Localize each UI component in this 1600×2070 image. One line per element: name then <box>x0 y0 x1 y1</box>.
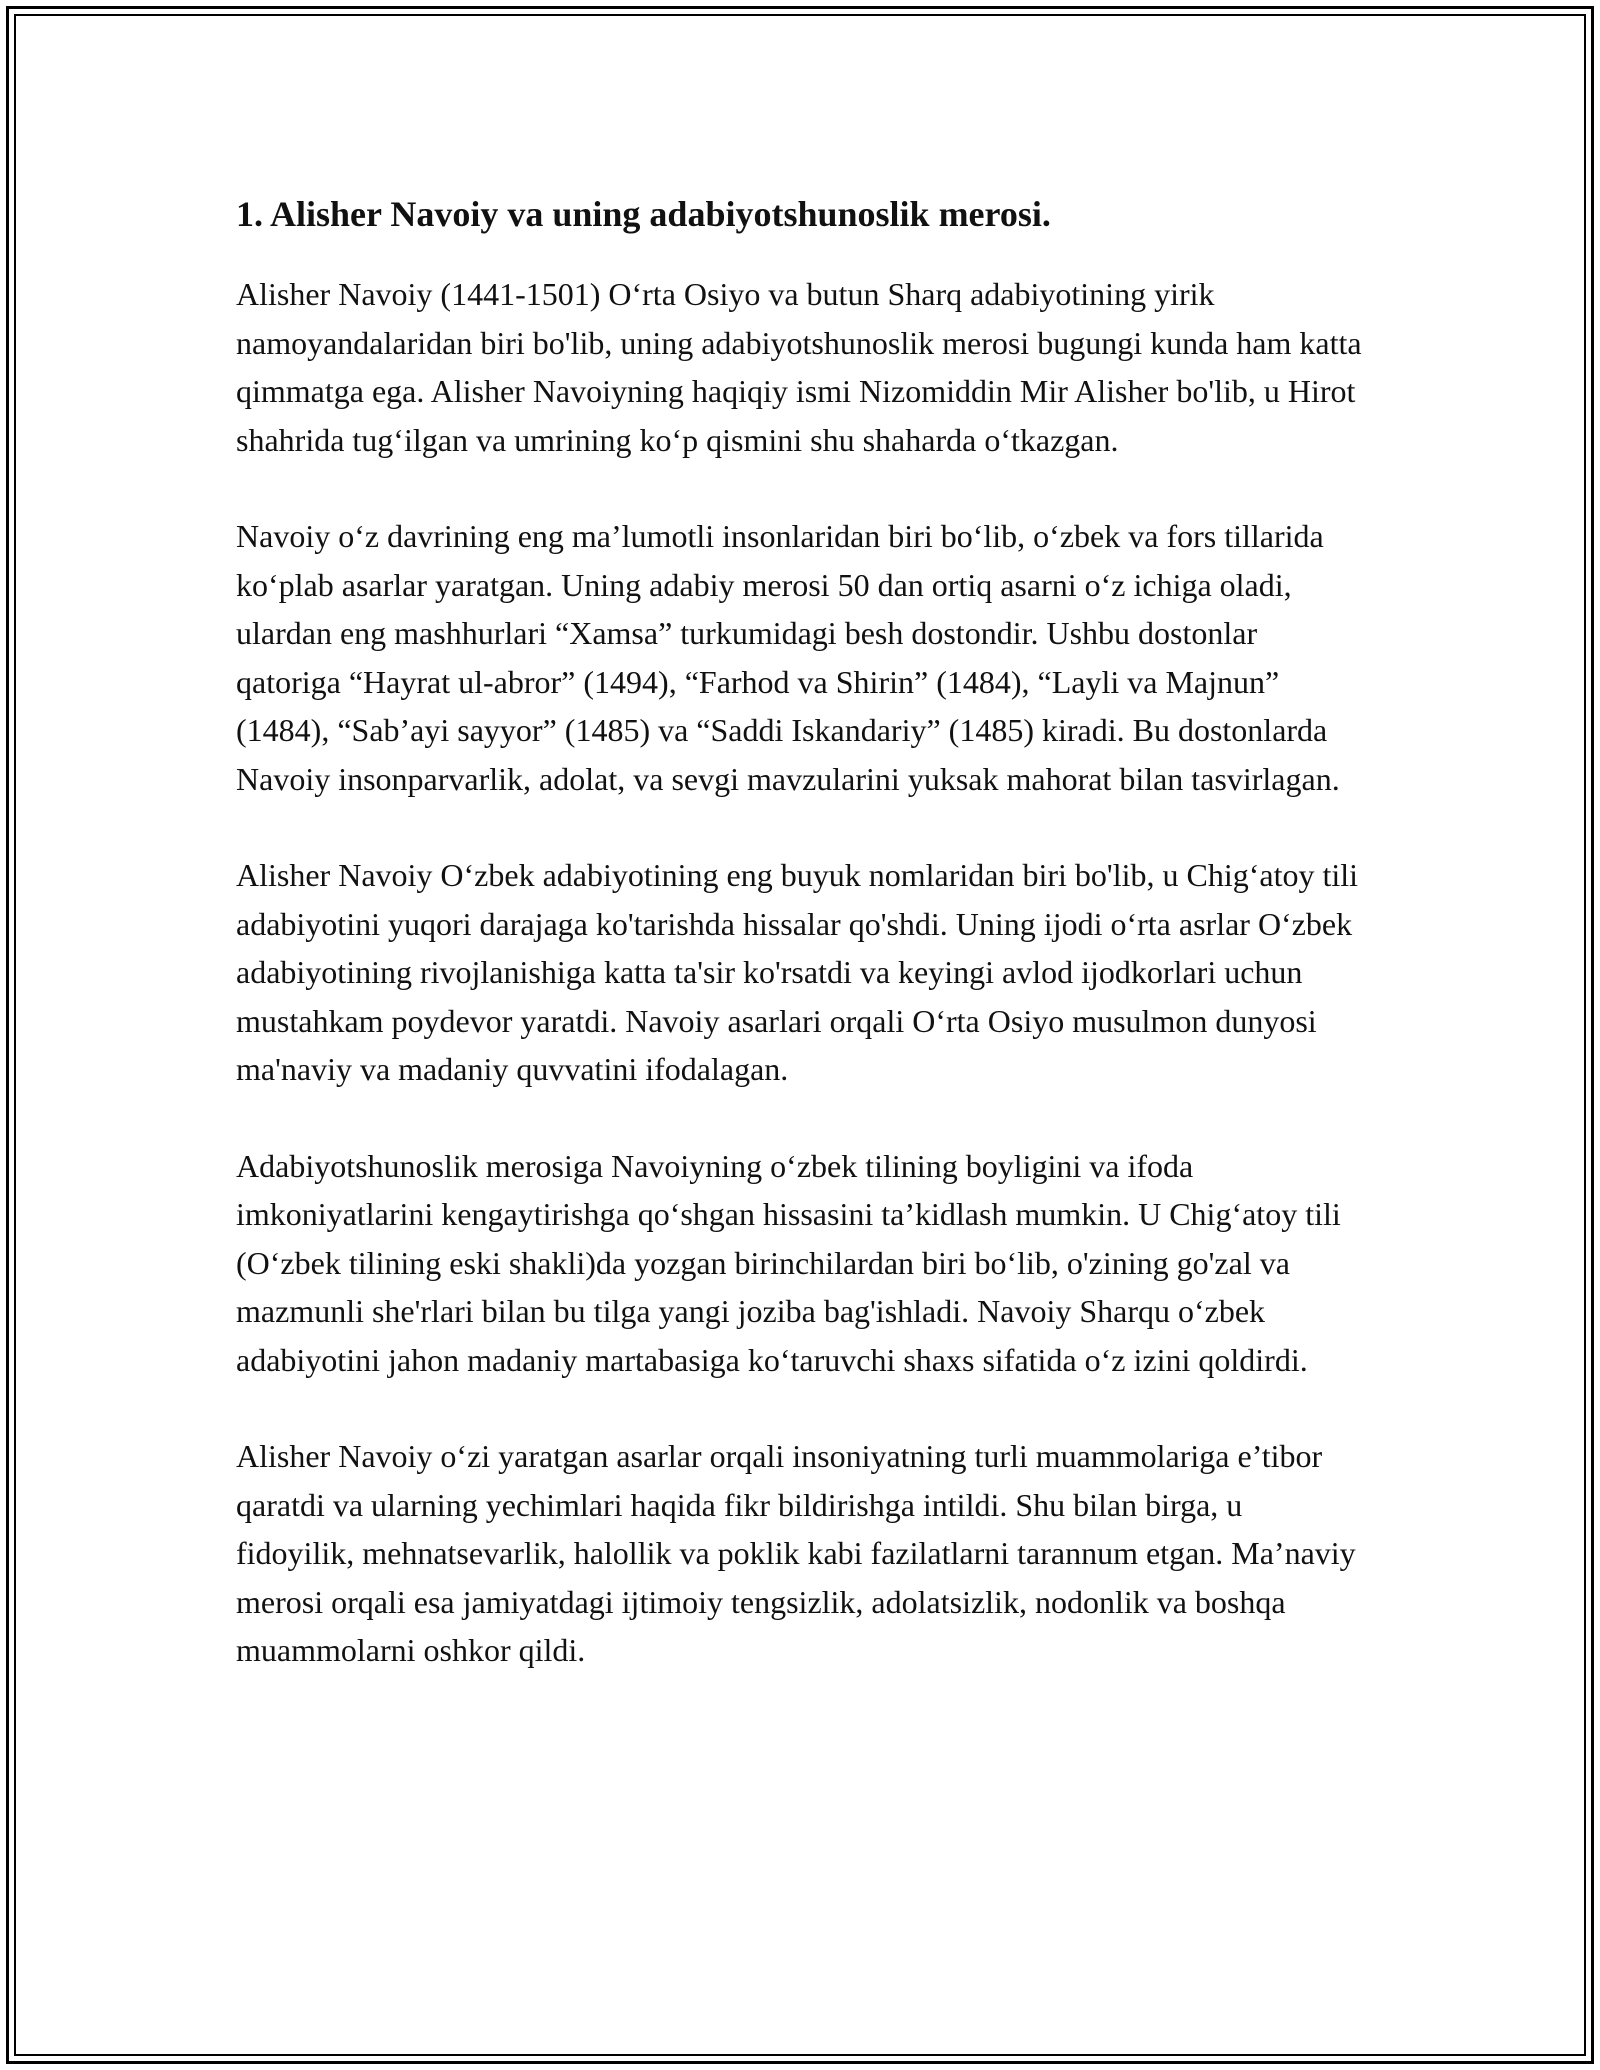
paragraph-3: Alisher Navoiy O‘zbek adabiyotining eng buyuk nomlaridan biri bo'lib, u Chig‘atoy tili adabiyotini yuqori darajaga ko'tarishda hissalar qo'shdi. Uning ijodi o‘rta asrlar O‘zbek adabiyotining rivojlanishiga katta ta'sir ko'rsatdi va keyingi avlod ijodkorlari uchun mustahkam poydevor yaratdi. Navoiy asarlari orqali O‘rta Osiyo musulmon dunyosi ma'naviy va madaniy quvvatini ifodalagan. <box>236 857 1359 1087</box>
document-body <box>236 186 1366 1723</box>
paragraph-1: Alisher Navoiy (1441-1501) O‘rta Osiyo va butun Sharq adabiyotining yirik namoyandalaridan biri bo'lib, uning adabiyotshunoslik merosi bugungi kunda ham katta qimmatga ega. Alisher Navoiyning haqiqiy ismi Nizomiddin Mir Alisher bo'lib, u Hirot shahrida tug‘ilgan va umrining ko‘p qismini shu shaharda o‘tkazgan. <box>236 276 1362 458</box>
paragraph-5: Alisher Navoiy o‘zi yaratgan asarlar orqali insoniyatning turli muammolariga e’tibor qaratdi va ularning yechimlari haqida fikr bildirishga intildi. Shu bilan birga, u fidoyilik, mehnatsevarlik, halollik va poklik kabi fazilatlarni tarannum etgan. Ma’naviy merosi orqali esa jamiyatdagi ijtimoiy tengsizlik, adolatsizlik, nodonlik va boshqa muammolarni oshkor qildi. <box>236 1438 1356 1668</box>
section-heading: 1. Alisher Navoiy va uning adabiyotshunoslik merosi. <box>236 194 1051 234</box>
paragraph-2: Navoiy o‘z davrining eng ma’lumotli insonlaridan biri bo‘lib, o‘zbek va fors tillarida ko‘plab asarlar yaratgan. Uning adabiy merosi 50 dan ortiq asarni o‘z ichiga oladi, ulardan eng mashhurlari “Xamsa” turkumidagi besh dostondir. Ushbu dostonlar qatoriga “Hayrat ul-abror” (1494), “Farhod va Shirin” (1484), “Layli va Majnun” (1484), “Sab’ayi sayyor” (1485) va “Saddi Iskandariy” (1485) kiradi. Bu dostonlarda Navoiy insonparvarlik, adolat, va sevgi mavzularini yuksak mahorat bilan tasvirlagan. <box>236 518 1340 797</box>
paragraph-4: Adabiyotshunoslik merosiga Navoiyning o‘zbek tilining boyligini va ifoda imkoniyatlarini kengaytirishga qo‘shgan hissasini ta’kidlash mumkin. U Chig‘atoy tili (O‘zbek tilining eski shakli)da yozgan birinchilardan biri bo‘lib, o'zining go'zal va mazmunli she'rlari bilan bu tilga yangi joziba bag'ishladi. Navoiy Sharqu o‘zbek adabiyotini jahon madaniy martabasiga ko‘taruvchi shaxs sifatida o‘z izini qoldirdi. <box>236 1147 1341 1378</box>
